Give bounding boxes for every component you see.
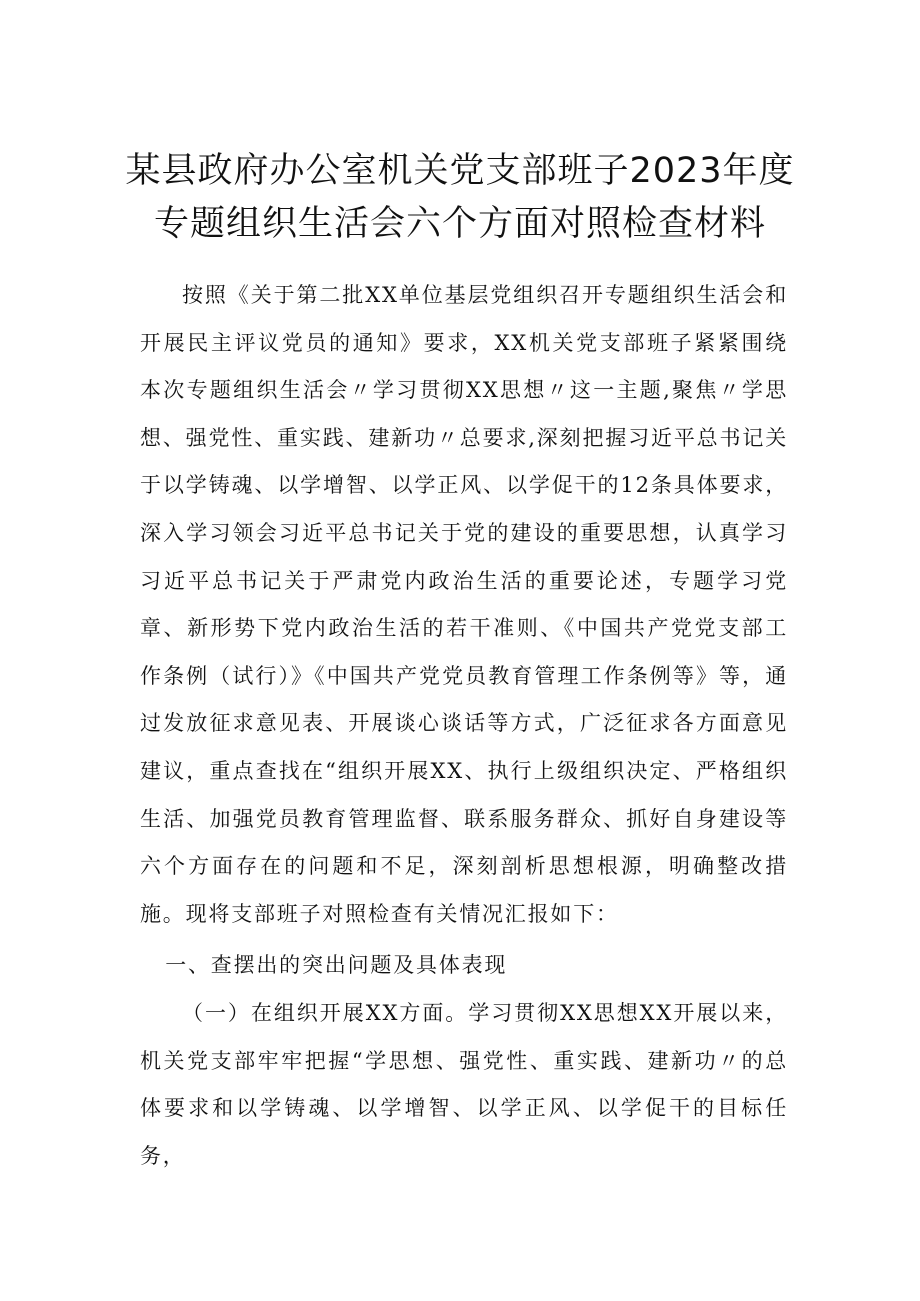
section-heading: 一、查摆出的突出问题及具体表现 bbox=[165, 953, 508, 978]
section-1-paragraph: （一）在组织开展XX方面。学习贯彻XX思想XX开展以来，机关党支部牢牢把握“学思想、强党性、重实践、建新功〃的总体要求和以学铸魂、以学增智、以学正风、以学促干的目标任务， bbox=[140, 1000, 788, 1168]
document-body bbox=[140, 272, 788, 1180]
document-title-line-2: 专题组织生活会六个方面对照检查材料 bbox=[153, 204, 766, 244]
document-title-line-1: 某县政府办公室机关党支部班子2023年度 bbox=[125, 151, 795, 191]
intro-paragraph: 按照《关于第二批XX单位基层党组织召开专题组织生活会和开展民主评议党员的通知》要求，XX机关党支部班子紧紧围绕本次专题组织生活会〃学习贯彻XX思想〃这一主题,聚焦〃学思想、强党性、重实践、建新功〃总要求,深刻把握习近平总书记关于以学铸魂、以学增智、以学正风、以学促干的12条具体要求，深入学习领会习近平总书记关于党的建设的重要思想，认真学习习近平总书记关于严肃党内政治生活的重要论述，专题学习党章、新形势下党内政治生活的若干准则、《中国共产党党支部工作条例（试行）》《中国共产党党员教育管理工作条例等》等，通过发放征求意见表、开展谈心谈话等方式，广泛征求各方面意见建议，重点查找在“组织开展XX、执行上级组织决定、严格组织生活、加强党员教育管理监督、联系服务群众、抓好自身建设等六个方面存在的问题和不足，深刻剖析思想根源，明确整改措施。现将支部班子对照检查有关情况汇报如下： bbox=[140, 283, 788, 926]
